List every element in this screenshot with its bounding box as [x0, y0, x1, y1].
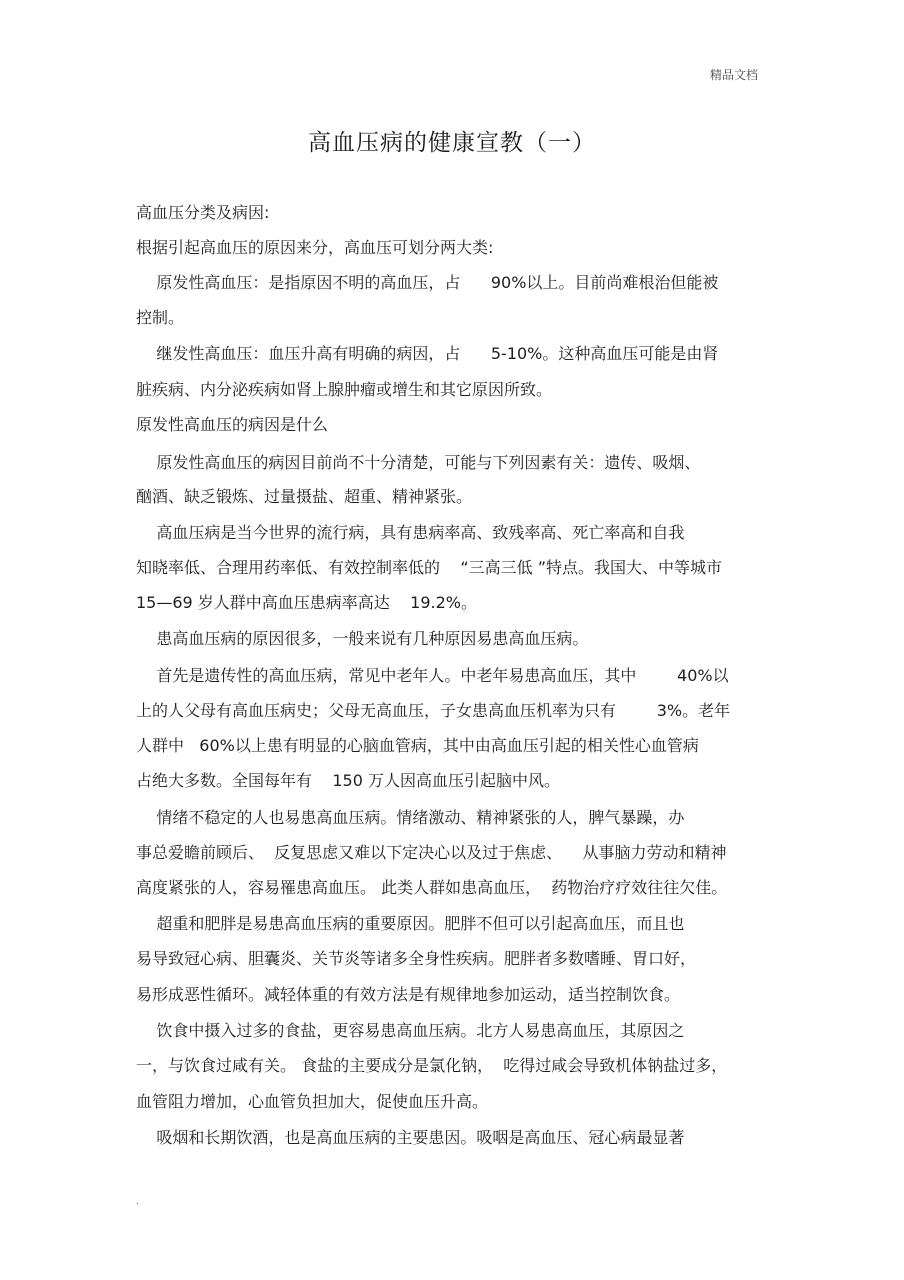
document-title: 高血压病的健康宣教（一）: [308, 130, 596, 156]
text-line: 15—69 岁人群中高血压患病率高达 19.2%。: [136, 593, 477, 612]
text-line: 饮食中摄入过多的食盐，更容易患高血压病。北方人易患高血压，其原因之: [136, 1021, 685, 1040]
text-line: 患高血压病的原因很多，一般来说有几种原因易患高血压病。: [136, 629, 589, 648]
text-line: 控制。: [136, 308, 185, 327]
text-line: 事总爱瞻前顾后、 反复思虑又难以下定决心以及过于焦虑、 从事脑力劳动和精神: [136, 843, 727, 862]
text-line: 一，与饮食过咸有关。 食盐的主要成分是氯化钠， 吃得过咸会导致机体钠盐过多，: [136, 1056, 728, 1075]
text-line: 高血压病是当今世界的流行病，具有患病率高、致残率高、死亡率高和自我: [136, 523, 685, 542]
text-line: 人群中 60%以上患有明显的心脑血管病，其中由高血压引起的相关性心血管病: [136, 736, 699, 755]
text-line: 根据引起高血压的原因来分，高血压可划分两大类:: [136, 238, 494, 257]
text-line: 高血压分类及病因:: [136, 203, 270, 222]
text-line: 继发性高血压：血压升高有明确的病因，占 5-10%。这种高血压可能是由肾: [136, 344, 719, 363]
text-line: 知晓率低、合理用药率低、有效控制率低的 “三高三低 ”特点。我国大、中等城市: [136, 558, 723, 577]
footer-mark: .: [136, 1196, 140, 1207]
text-line: 原发性高血压：是指原因不明的高血压，占 90%以上。目前尚难根治但能被: [136, 273, 719, 292]
text-line: 首先是遗传性的高血压病，常见中老年人。中老年易患高血压，其中 40%以: [136, 666, 729, 685]
text-line: 原发性高血压的病因目前尚不十分清楚，可能与下列因素有关：遗传、吸烟、: [136, 453, 701, 472]
text-line: 情绪不稳定的人也易患高血压病。情绪激动、精神紧张的人，脾气暴躁，办: [136, 808, 685, 827]
text-line: 上的人父母有高血压病史；父母无高血压，子女患高血压机率为只有 3%。老年: [136, 701, 731, 720]
text-line: 易导致冠心病、胆囊炎、关节炎等诸多全身性疾病。肥胖者多数嗜睡、胃口好，: [136, 949, 697, 968]
text-line: 酗酒、缺乏锻炼、过量摄盐、超重、精神紧张。: [136, 487, 473, 506]
text-line: 高度紧张的人，容易罹患高血压。 此类人群如患高血压， 药物治疗疗效往往欠佳。: [136, 878, 728, 897]
header-label: 精品文档: [710, 68, 759, 82]
text-line: 易形成恶性循环。减轻体重的有效方法是有规律地参加运动，适当控制饮食。: [136, 985, 681, 1004]
text-line: 吸烟和长期饮酒，也是高血压病的主要患因。吸咽是高血压、冠心病最显著: [136, 1128, 685, 1147]
text-line: 血管阻力增加，心血管负担加大，促使血压升高。: [136, 1092, 489, 1111]
text-line: 超重和肥胖是易患高血压病的重要原因。肥胖不但可以引起高血压，而且也: [136, 914, 685, 933]
text-line: 脏疾病、内分泌疾病如肾上腺肿瘤或增生和其它原因所致。: [136, 380, 553, 399]
text-line: 占绝大多数。全国每年有 150 万人因高血压引起脑中风。: [136, 771, 560, 790]
text-line: 原发性高血压的病因是什么: [136, 415, 329, 434]
